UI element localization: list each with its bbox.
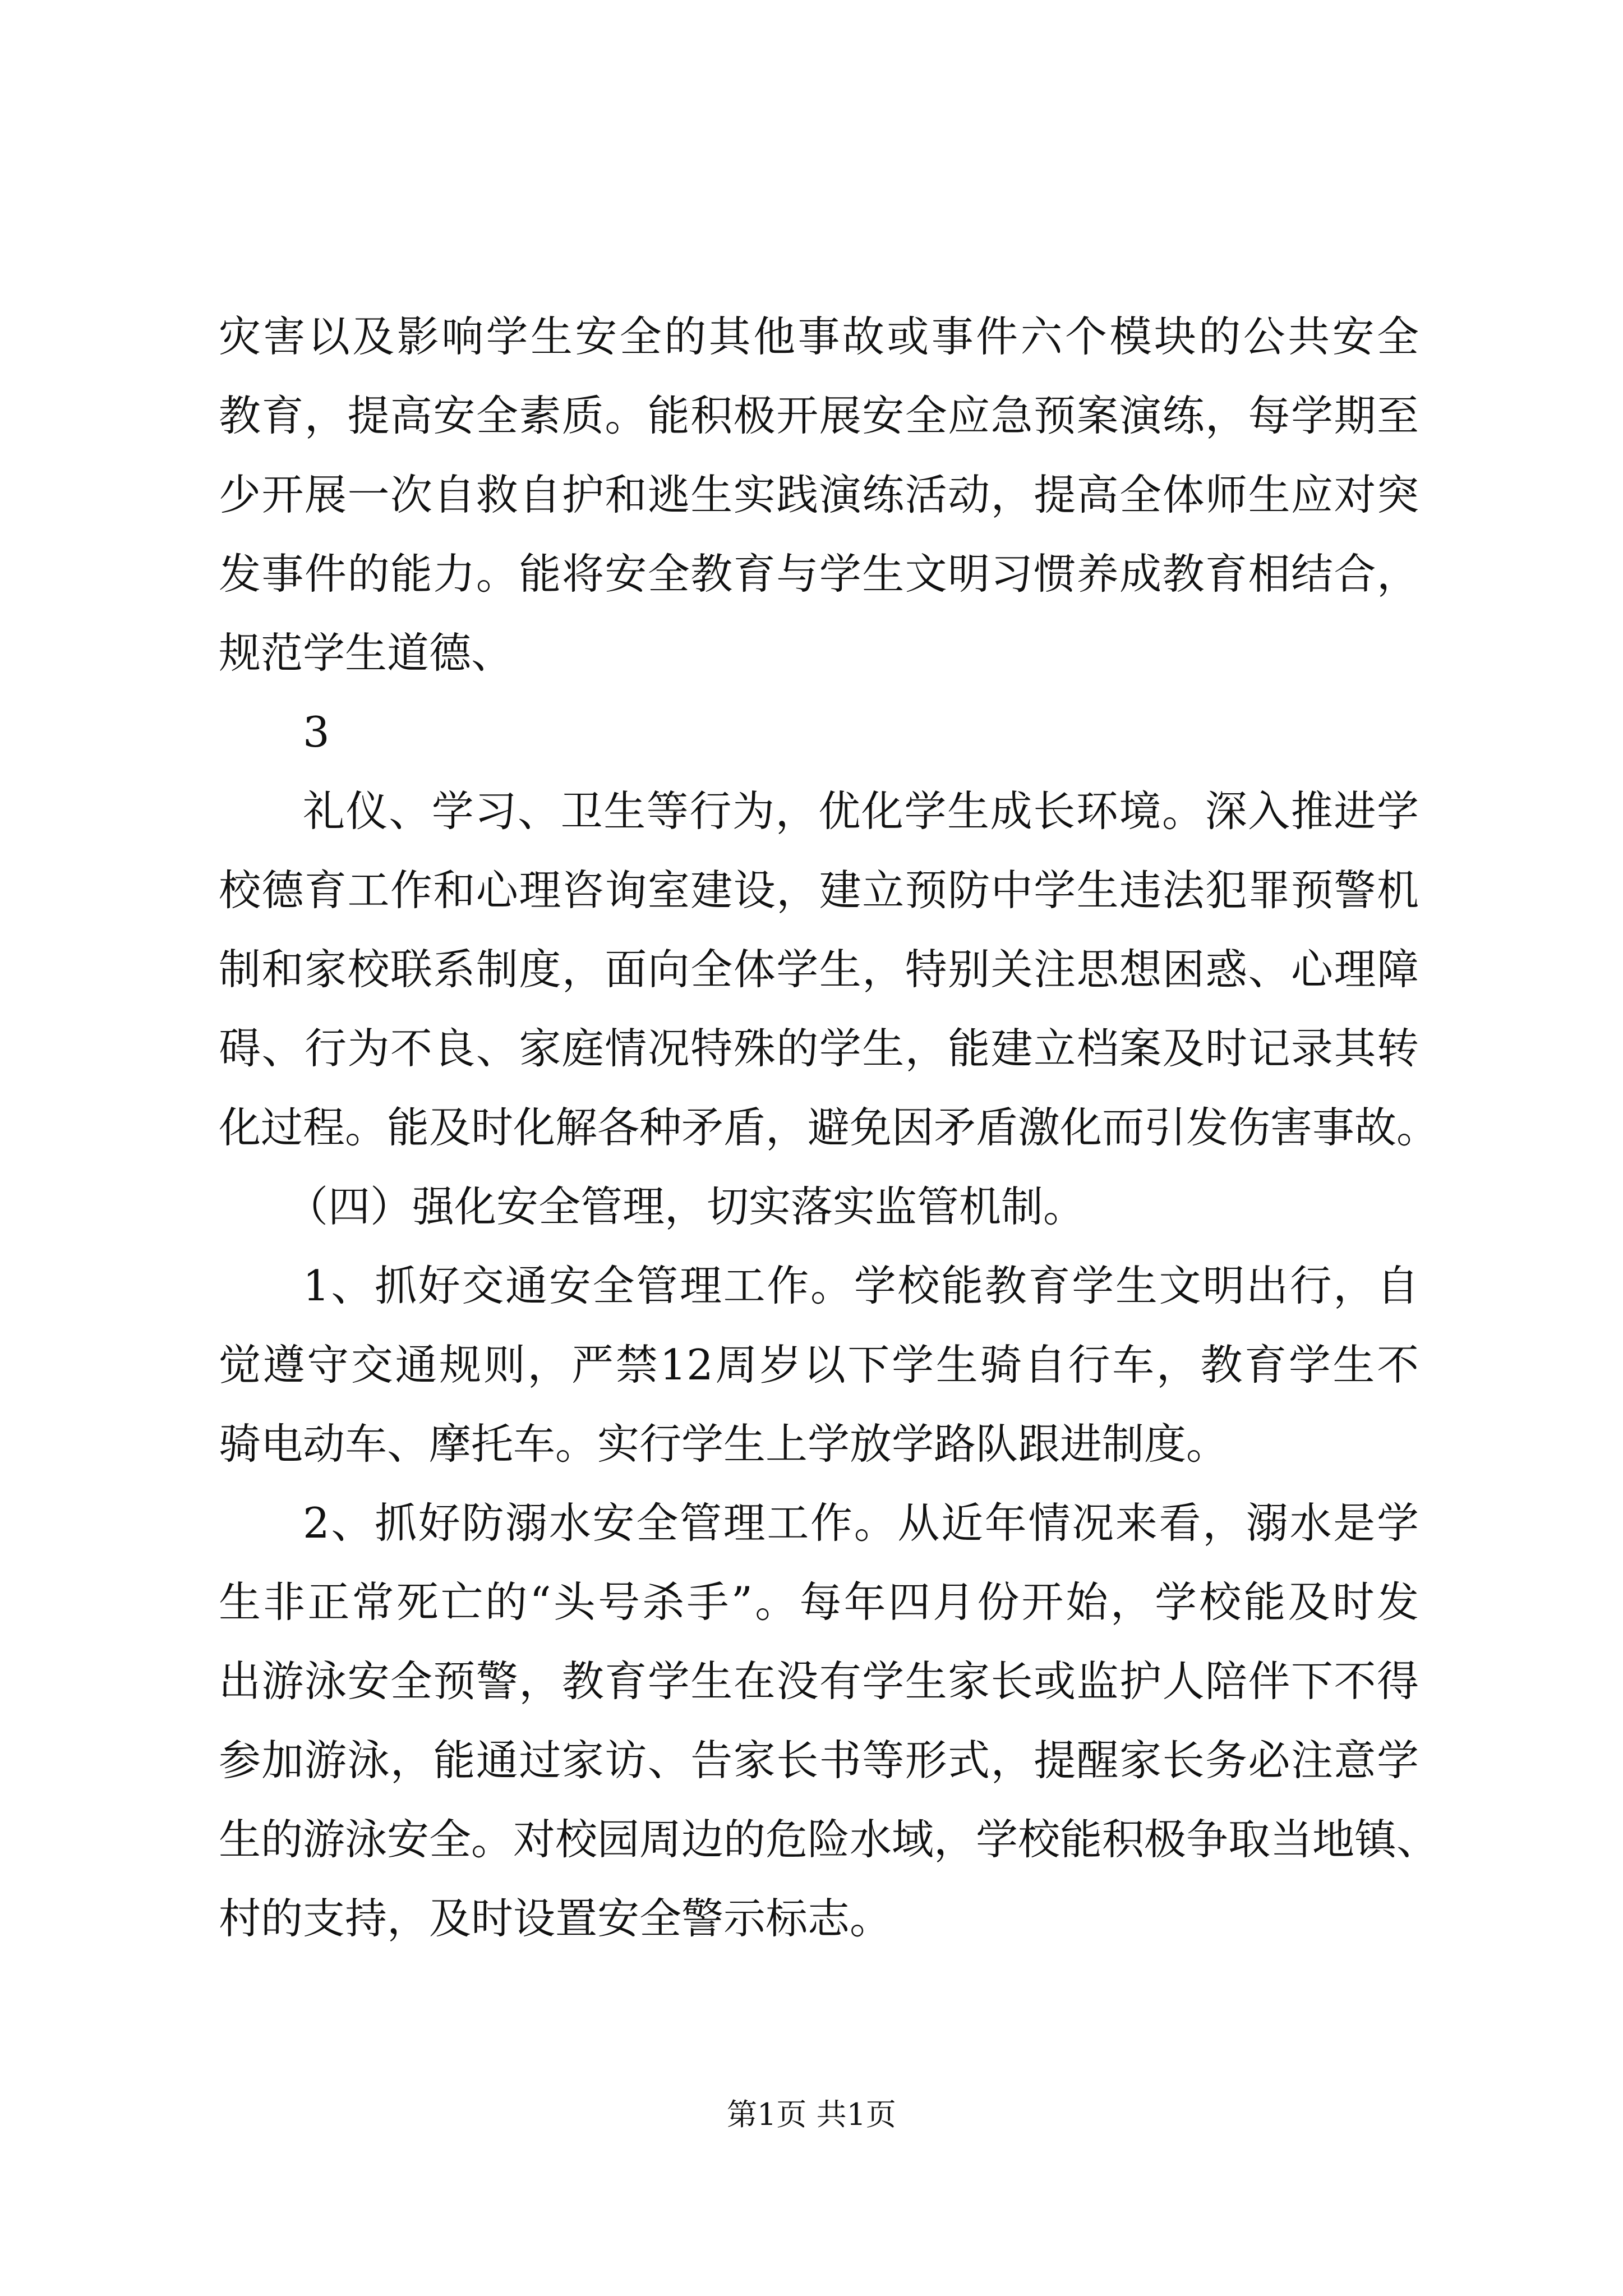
text-line: 化过程。能及时化解各种矛盾，避免因矛盾激化而引发伤害事故。: [219, 1103, 1439, 1152]
page-footer: [0, 2095, 1623, 2134]
text-line: 发事件的能力。能将安全教育与学生文明习惯养成教育相结合，: [219, 549, 1419, 599]
text-line: 骑电动车、摩托车。实行学生上学放学路队跟进制度。: [219, 1419, 1229, 1469]
page-number-label: 第1页 共1页: [727, 2097, 896, 2132]
paragraph: [219, 772, 1439, 1167]
text-line: 村的支持，及时设置安全警示标志。: [219, 1894, 892, 1943]
text-line: 觉遵守交通规则，严禁12周岁以下学生骑自行车，教育学生不: [219, 1340, 1419, 1389]
text-line: 碍、行为不良、家庭情况特殊的学生，能建立档案及时记录其转: [219, 1024, 1419, 1073]
section-heading: [219, 1167, 1419, 1246]
text-line: 2、抓好防溺水安全管理工作。从近年情况来看，溺水是学: [303, 1498, 1419, 1548]
paragraph: [219, 297, 1419, 693]
text-line: （四）强化安全管理，切实落实监管机制。: [286, 1182, 1086, 1231]
document-body: [219, 297, 1439, 1958]
paragraph: [219, 1484, 1439, 1958]
text-line: 参加游泳，能通过家访、告家长书等形式，提醒家长务必注意学: [219, 1736, 1419, 1785]
text-line: 规范学生道德、: [219, 628, 514, 678]
text-line: 少开展一次自救自护和逃生实践演练活动，提高全体师生应对突: [219, 470, 1419, 519]
text-line: 教育，提高安全素质。能积极开展安全应急预案演练，每学期至: [219, 391, 1419, 440]
text-line: 礼仪、学习、卫生等行为，优化学生成长环境。深入推进学: [303, 786, 1419, 836]
text-line: 灾害以及影响学生安全的其他事故或事件六个模块的公共安全: [219, 312, 1419, 361]
text-line: 生非正常死亡的“头号杀手”。每年四月份开始，学校能及时发: [219, 1577, 1419, 1627]
paragraph: [219, 1246, 1419, 1484]
text-line: 出游泳安全预警，教育学生在没有学生家长或监护人陪伴下不得: [219, 1657, 1419, 1706]
text-line: 3: [303, 707, 330, 757]
text-line: 校德育工作和心理咨询室建设，建立预防中学生违法犯罪预警机: [219, 866, 1419, 915]
text-line: 生的游泳安全。对校园周边的危险水域，学校能积极争取当地镇、: [219, 1815, 1439, 1864]
text-line: 制和家校联系制度，面向全体学生，特别关注思想困惑、心理障: [219, 945, 1419, 994]
page-marker: [219, 693, 1419, 772]
text-line: 1、抓好交通安全管理工作。学校能教育学生文明出行，自: [303, 1261, 1419, 1310]
